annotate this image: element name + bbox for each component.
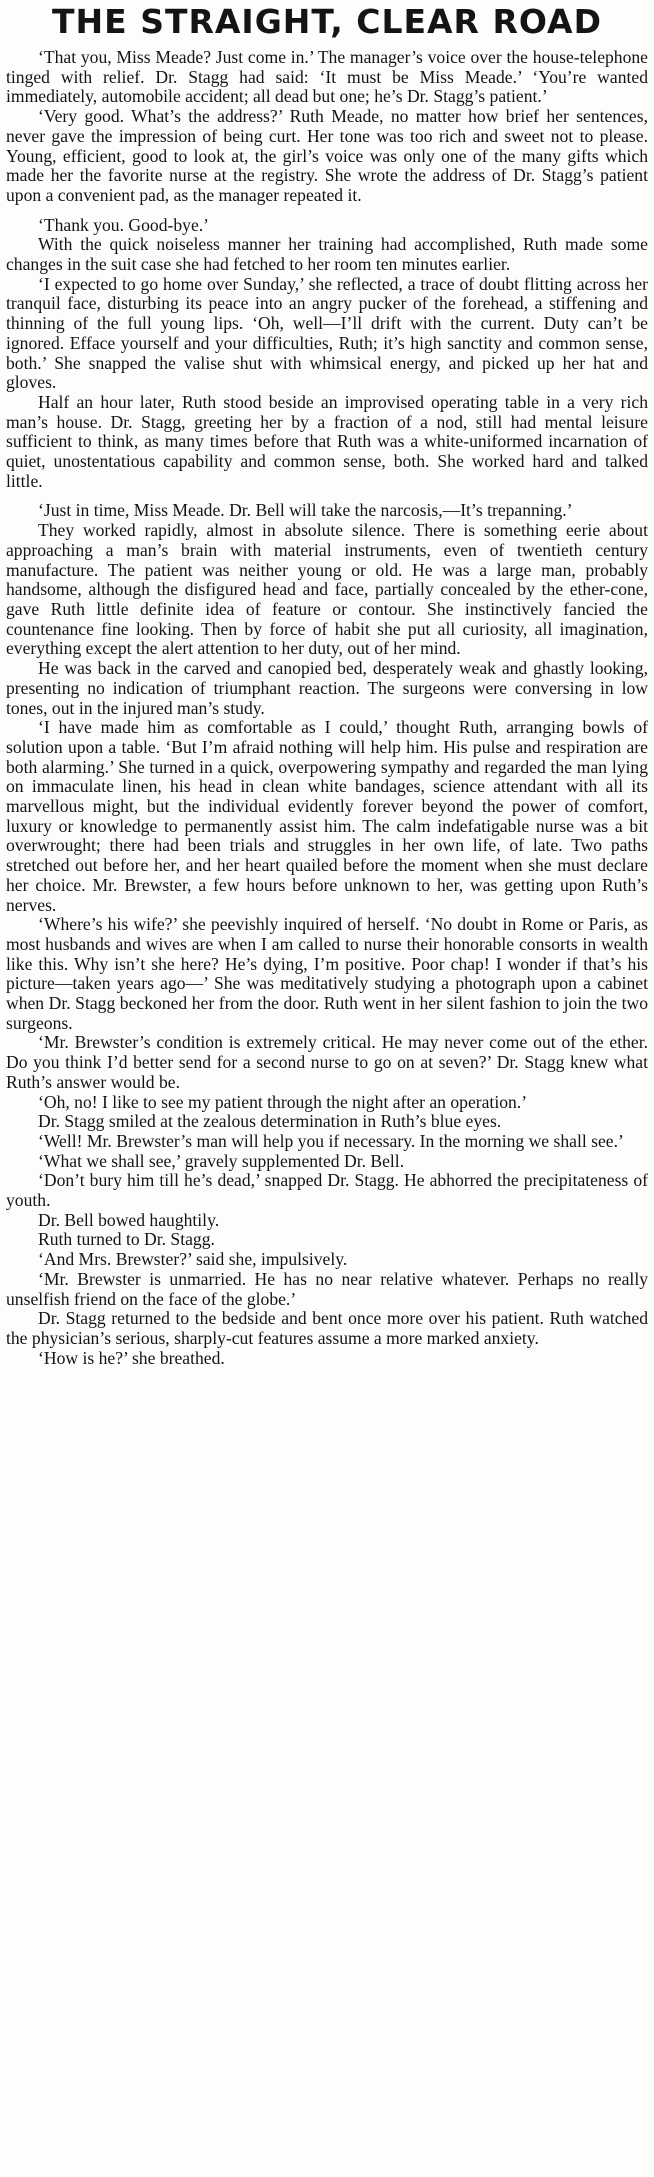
paragraph: ‘I expected to go home over Sunday,’ she reflected, a trace of doubt flitting across her tranquil face, disturbing its peace into an angry pucker of the forehead, a stiffening and thinning of the full young lips. ‘Oh, well—I’ll drift with the current. Duty can’t be ignored. Efface yourself and your difficulties, Ruth; it’s high sanctity and common sense, both.’ She snapped the valise shut with whimsical energy, and picked up her hat and gloves. xyxy=(6,273,648,393)
paragraph: ‘Very good. What’s the address?’ Ruth Meade, no matter how brief her sentences, never gave the impression of being curt. Her tone was too rich and sweet not to please. Young, efficient, good to look at, the girl’s voice was only one of the many gifts which made her the favorite nurse at the registry. She wrote the address of Dr. Stagg’s patient upon a convenient pad, as the manager repeated it. xyxy=(6,106,648,205)
paragraph: Dr. Stagg returned to the bedside and bent once more over his patient. Ruth watched the physician’s serious, sharply-cut features assume a more marked anxiety. xyxy=(6,1308,648,1348)
paragraph: Dr. Bell bowed haughtily. xyxy=(38,1209,220,1230)
paragraph: ‘Mr. Brewster’s condition is extremely critical. He may never come out of the ether. Do you think I’d better send for a second nurse to go on at seven?’ Dr. Stagg knew what Ruth’s answer would be. xyxy=(6,1032,648,1092)
paragraph: Half an hour later, Ruth stood beside an improvised operating table in a very rich man’s house. Dr. Stagg, greeting her by a fraction of a nod, still had mental leisure sufficient to think, as many times before that Ruth was a white-uniformed incarnation of quiet, unostentatious capability and common sense, both. She worked hard and talked little. xyxy=(6,391,648,491)
paragraph: ‘Don’t bury him till he’s dead,’ snapped Dr. Stagg. He abhorred the precipitateness of youth. xyxy=(6,1170,648,1211)
paragraph: ‘How is he?’ she breathed. xyxy=(38,1347,225,1368)
paragraph: ‘What we shall see,’ gravely supplemented Dr. Bell. xyxy=(38,1150,405,1171)
paragraph: ‘That you, Miss Meade? Just come in.’ The manager’s voice over the house-telephone tinged with relief. Dr. Stagg had said: ‘It must be Miss Meade.’ ‘You’re wanted immediately, automobile accident; all dead but one; he’s Dr. Stagg’s patient.’ xyxy=(6,47,648,107)
paragraph: ‘Thank you. Good-bye.’ xyxy=(38,214,210,235)
article-headline: THE STRAIGHT, CLEAR ROAD xyxy=(52,2,602,41)
paragraph: Dr. Stagg smiled at the zealous determination in Ruth’s blue eyes. xyxy=(38,1111,502,1132)
paragraph: ‘Where’s his wife?’ she peevishly inquired of herself. ‘No doubt in Rome or Paris, as most husbands and wives are when I am called to nurse their honorable consorts in wealth like this. Why isn’t she here? He’s dying, I’m positive. Poor chap! I wonder if that’s his picture—taken years ago—’ She was meditatively studying a photograph upon a cabinet when Dr. Stagg beckoned her from the door. Ruth went in her silent fashion to join the two surgeons. xyxy=(6,914,648,1033)
paragraph: He was back in the carved and canopied bed, desperately weak and ghastly looking, presenting no indication of triumphant reaction. The surgeons were conversing in low tones, out in the injured man’s study. xyxy=(6,658,648,718)
paragraph: They worked rapidly, almost in absolute silence. There is something eerie about approaching a man’s brain with material instruments, even of twentieth century manufacture. The patient was neither young or old. He was a large man, probably handsome, although the disfigured head and face, partially concealed by the ether-cone, gave Ruth little definite idea of feature or contour. She instinctively fancied the countenance fine looking. Then by force of habit she put all curiosity, all imagination, everything except the alert attention to her duty, out of her mind. xyxy=(6,520,648,659)
paragraph: ‘Oh, no! I like to see my patient through the night after an operation.’ xyxy=(38,1091,528,1112)
paragraph: ‘Well! Mr. Brewster’s man will help you if necessary. In the morning we shall see.’ xyxy=(38,1130,624,1151)
paragraph: With the quick noiseless manner her training had accomplished, Ruth made some changes in the suit case she had fetched to her room ten minutes earlier. xyxy=(6,234,648,275)
paragraph: ‘Mr. Brewster is unmarried. He has no near relative whatever. Perhaps no really unselfish friend on the face of the globe.’ xyxy=(6,1268,648,1309)
paragraph: ‘And Mrs. Brewster?’ said she, impulsively. xyxy=(38,1249,348,1270)
paragraph: Ruth turned to Dr. Stagg. xyxy=(38,1229,215,1250)
paragraph: ‘I have made him as comfortable as I could,’ thought Ruth, arranging bowls of solution upon a table. ‘But I’m afraid nothing will help him. His pulse and respiration are both alarming.’ She turned in a quick, overpowering sympathy and regarded the man lying on immaculate linen, his head in clean white bandages, science attendant with all its marvellous might, but the individual evidently forever beyond the power of comfort, luxury or knowledge to permanently assist him. The calm indefatigable nurse was a bit overwrought; there had been trials and struggles in her own life, of late. Two paths stretched out before her, and her heart quailed before the moment when she must declare her choice. Mr. Brewster, a few hours before unknown to her, was getting upon Ruth’s nerves. xyxy=(6,717,648,915)
article-body xyxy=(6,48,648,1368)
paragraph: ‘Just in time, Miss Meade. Dr. Bell will take the narcosis,—It’s trepanning.’ xyxy=(38,500,573,521)
